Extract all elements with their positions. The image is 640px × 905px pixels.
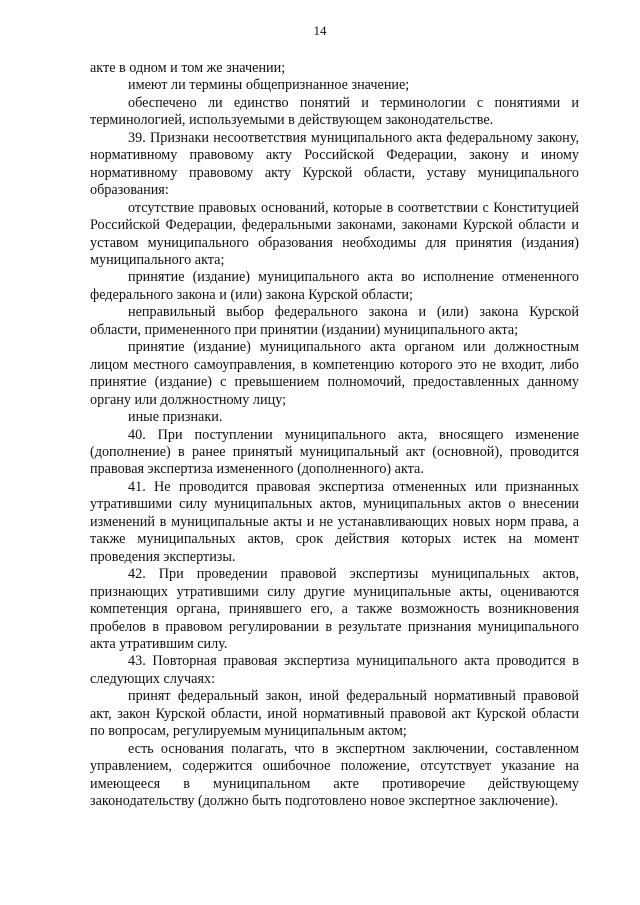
list-item: есть основания полагать, что в экспертном заключении, составленном управлением, содержится ошибочное положение, отсутствует указание на имеющееся в муниципальном акте противоречие действующему законодательству (должно быть подготовлено новое экспертное заключение). xyxy=(90,740,579,810)
list-item: иные признаки. xyxy=(128,409,223,426)
paragraph: обеспечено ли единство понятий и терминологии с понятиями и терминологией, используемыми в действующем законодательстве. xyxy=(90,94,579,129)
list-item: отсутствие правовых оснований, которые в соответствии с Конституцией Российской Федерации, федеральными законами, законами Курской области и уставом муниципального образования необходимы для принятия (издания) муниципального акта; xyxy=(90,199,579,268)
page-number: 14 xyxy=(313,23,327,38)
section-39-paragraph: 39. Признаки несоответствия муниципального акта федеральному закону, нормативному правовому акту Российской Федерации, закону и иному нормативному правовому акту Курской области, уставу муниципального образования: xyxy=(90,129,579,199)
section-41-paragraph: 41. Не проводится правовая экспертиза отмененных или признанных утратившими силу муниципальных актов, муниципальных актов о внесении изменений в муниципальные акты и не устанавливающих новых норм права, а также муниципальных актов, срок действия которых истек на момент проведения экспертизы. xyxy=(90,478,579,565)
paragraph: имеют ли термины общепризнанное значение; xyxy=(128,77,410,94)
section-42-paragraph: 42. При проведении правовой экспертизы муниципальных актов, признающих утратившими силу другие муниципальные акты, оцениваются компетенция органа, принявшего его, а также возможность возникновения пробелов в правовом регулировании в результате признания муниципального акта утратившим силу. xyxy=(90,566,579,652)
list-item: принят федеральный закон, иной федеральный нормативный правовой акт, закон Курской области, иной нормативный правовой акт Курской области по вопросам, регулируемым муниципальным актом; xyxy=(90,688,579,740)
section-43-paragraph: 43. Повторная правовая экспертиза муниципального акта проводится в следующих случаях: xyxy=(90,653,579,687)
list-item: принятие (издание) муниципального акта во исполнение отмененного федерального закона и (или) закона Курской области; xyxy=(90,269,579,303)
section-40-paragraph: 40. При поступлении муниципального акта, вносящего изменение (дополнение) в ранее принятый муниципальный акт (основной), проводится правовая экспертиза измененного (дополненного) акта. xyxy=(90,426,579,478)
document-body xyxy=(90,60,579,810)
list-item: принятие (издание) муниципального акта органом или должностным лицом местного самоуправления, в компетенцию которого это не входит, либо принятие (издание) с превышением полномочий, предоставленных данному органу или должностному лицу; xyxy=(90,339,579,408)
paragraph: акте в одном и том же значении; xyxy=(90,60,286,76)
list-item: неправильный выбор федерального закона и (или) закона Курской области, примененного при принятии (издании) муниципального акта; xyxy=(90,304,579,338)
